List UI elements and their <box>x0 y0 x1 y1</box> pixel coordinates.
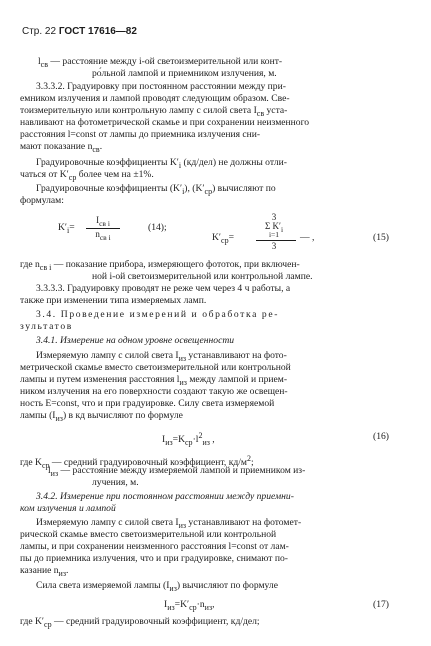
subsection-heading: ком излучения и лампой <box>20 503 116 514</box>
formula-16: $I_{из}=K_{ср}\cdot l^2_{из}$ , <box>162 431 215 448</box>
page-header <box>22 26 137 37</box>
formula-15-upper-limit: 3 <box>271 212 277 222</box>
section-heading: 3.4. Проведение измерений и обработка ре- <box>36 309 279 320</box>
text-line: навливают на фотометрической скамье и при сохранении неизменного <box>20 117 310 128</box>
subsection-heading: 3.4.1. Измерение на одном уровне освещенности <box>36 335 235 346</box>
text-line: ро́льной лампой и приемником излучения, м. <box>92 68 277 79</box>
text-line: 3.3.3.3. Градуировку проводят не реже чем через 4 ч работы, а <box>36 283 291 294</box>
text-line: казание $n_{из}$. <box>20 565 69 578</box>
text-line: мают показание $n_{св}$. <box>20 141 103 154</box>
text-line: ность E=const, что и при градуировке. Силу света измеряемой <box>20 398 275 409</box>
text-line: лучения, м. <box>92 477 139 488</box>
section-heading: зультатов <box>20 321 73 332</box>
formula-15-sum: Σ $K'_i$ <box>264 221 284 234</box>
text-line: метрической скамье вместо светоизмерительной или контрольной <box>20 362 291 373</box>
text-line: лампы и путем изменения расстояния $l_{из}$ между лампой и прием- <box>20 374 288 387</box>
text-line: ником излучения на его поверхности создают такую же освещен- <box>20 386 288 397</box>
formula-17: $I_{из}=K'_{ср}\cdot n_{из}$, <box>164 599 215 612</box>
text-line: расстояния l=const от лампы до приемника излучения сни- <box>20 129 261 140</box>
text-line: Градуировочные коэффициенты $K'_i$ (кд/дел) не должны отли- <box>36 157 287 170</box>
formula-14-lhs: $K'_i=$ <box>58 222 75 235</box>
standard-code: ГОСТ 17616—82 <box>58 26 137 37</box>
text-line: лампы $(I_{из})$ в кд вычисляют по формуле <box>20 410 183 423</box>
formula-17-number: (17) <box>373 599 389 610</box>
formula-14-numerator: $I_{св i}$ <box>96 215 110 228</box>
formula-16-number: (16) <box>373 431 389 442</box>
text-line: $l_{св}$ — расстояние между i-ой светоизмерительной или конт- <box>38 56 283 69</box>
text-line: $l_{из}$ — расстояние между измеряемой лампой и приемником из- <box>48 465 306 478</box>
text-line: где $n_{св i}$ — показание прибора, измеряющего фототок, при включен- <box>20 259 300 272</box>
text-line: пы до приемника излучения, что и при градуировке, снимают по- <box>20 553 288 564</box>
text-line: 3.3.3.2. Градуировку при постоянном расстоянии между при- <box>36 81 286 92</box>
text-line: Градуировочные коэффициенты $(K'_i)$, $(K'_{ср})$ вычисляют по <box>36 183 276 196</box>
formula-15-tail: — , <box>300 232 315 243</box>
text-line: Измеряемую лампу с силой света $I_{из}$ устанавливают на фото- <box>36 350 287 363</box>
text-line: Измеряемую лампу с силой света $I_{из}$ устанавливают на фотомет- <box>36 517 302 530</box>
page-number: Стр. 22 <box>22 26 57 37</box>
text-line: емником излучения и лампой проводят следующим образом. Све- <box>20 93 290 104</box>
formula-14-denominator: $n_{св i}$ <box>95 229 111 242</box>
text-line: рической скамье вместо светоизмерительной или контрольной <box>20 529 277 540</box>
text-line: где $K'_{ср}$ — средний градуировочный коэффициент, кд/дел; <box>20 616 260 629</box>
formula-14-number: (14); <box>148 222 167 233</box>
formula-15-lhs: $K'_{ср}=$ <box>212 232 235 245</box>
text-line: тоизмерительную или контрольную лампу с силой света $I_{св}$ уста- <box>20 105 288 118</box>
subsection-heading: 3.4.2. Измерение при постоянном расстоянии между приемни- <box>36 491 294 502</box>
formula-15-lower-limit: i=1 <box>268 230 280 239</box>
text-line: формулам: <box>20 195 64 206</box>
text-line: где $K_{ср}$ — средний градуировочный коэффициент, $кд/м^2$; <box>20 454 254 471</box>
text-line: лампы, и при сохранении неизменного расстояния l=const от лам- <box>20 541 289 552</box>
text-line: чаться от $K'_{ср}$ более чем на ±1%. <box>20 169 154 182</box>
text-line: также при изменении типа измеряемых ламп. <box>20 295 207 306</box>
formula-15-denominator: 3 <box>271 241 277 251</box>
text-line: ной i-ой светоизмерительной или контрольной лампе. <box>92 271 313 282</box>
text-line: Сила света измеряемой лампы $(I_{из})$ вычисляют по формуле <box>36 580 278 593</box>
formula-15-number: (15) <box>373 232 389 243</box>
